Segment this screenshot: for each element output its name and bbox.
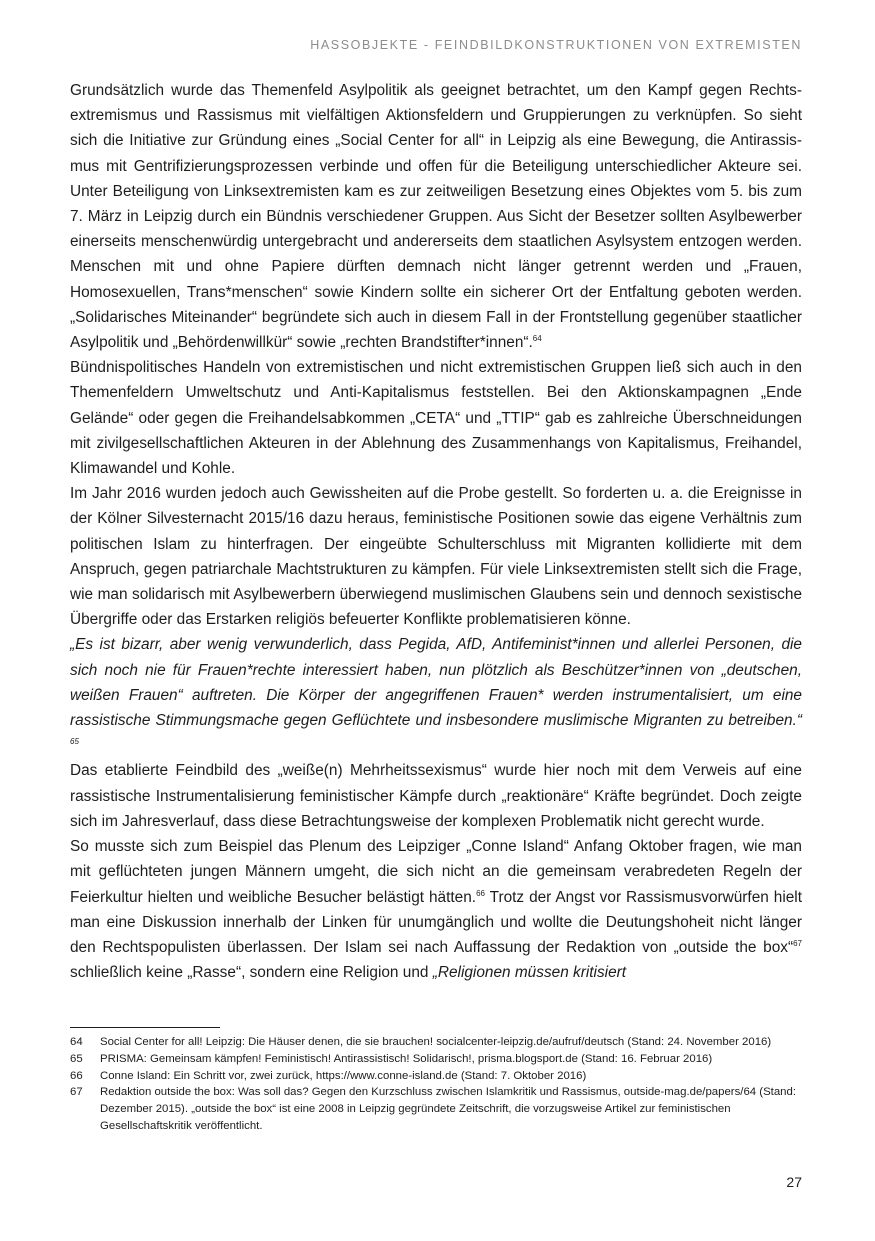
footnote-number: 66: [70, 1069, 83, 1082]
footnote-ref: 64: [532, 334, 542, 344]
page-number: 27: [786, 1174, 802, 1190]
footnote-number: 65: [70, 1052, 83, 1065]
footnote-text: Social Center for all! Leipzig: Die Häuser denen, die sie brauchen! socialcenter-leipzig.de/aufruf/deutsch (Stand: 24. November 2016): [100, 1036, 772, 1048]
footnote-number: 64: [70, 1036, 83, 1048]
paragraph: Im Jahr 2016 wurden jedoch auch Gewissheiten auf die Probe gestellt. So forderten u. a. die Ereignisse in der Kölner Silvesternacht 2015/16 dazu heraus, feministische Positionen sowie das eigene Verhältnis zum politischen Islam zu hinterfragen. Der eingeübte Schulterschluss mit Migranten kollidierte mit dem Anspruch, gegen patriarchale Machtstrukturen zu kämpfen. Für viele Linksextremisten stellt sich die Frage, wie man solidarisch mit Asylbewerbern überwiegend muslimischen Glaubens sein und dennoch sexistische Übergriffe oder das Erstarken religiös befeuerter Konflikte problematisieren könne.: [70, 485, 802, 629]
footnotes: [70, 1034, 802, 1135]
paragraph: Das etablierte Feindbild des „weiße(n) Mehrheitssexismus“ wurde hier noch mit dem Verweis auf eine rassistische Instrumentalisierung feministischer Kämpfe durch „reaktionäre“ Kräfte begründet. Doch zeigte sich im Jahresverlauf, dass diese Betrachtungsweise der komplexen Problematik nicht gerecht wurde.: [70, 762, 802, 830]
paragraph: Grundsätzlich wurde das Themenfeld Asylpolitik als geeignet betrachtet, um den Kampf gegen Rechtsextremismus und Rassismus mit vielfältigen Aktionsfeldern und Gruppierungen zu verknüpfen. So sieht sich die Initiative zur Gründung eines „Social Center for all“ in Leipzig als eine Bewegung, die Antirassismus mit Gentrifizierungsprozessen verbinde und offen für die Beteiligung unterschiedlicher Akteure sei. Unter Beteiligung von Linksextremisten kam es zur zeitweiligen Besetzung eines Objektes vom 5. bis zum 7. März in Leipzig durch ein Bündnis verschiedener Gruppen. Aus Sicht der Besetzer sollten Asylbewerber einerseits menschenwürdig untergebracht und andererseits dem staatlichen Asylsystem entzogen werden. Menschen mit und ohne Papiere dürften demnach nicht länger getrennt werden und „Frauen, Homosexuellen, Trans*menschen“ sowie Kindern sollte ein sicherer Ort der Entfaltung geboten werden. „Solidarisches Miteinander“ begründete sich auch in diesem Fall in der Frontstellung gegenüber staatlicher Asylpolitik und „Behördenwillkür“ sowie „rechten Brandstifter*innen“.$^{64}$: [70, 82, 802, 352]
footnote: [70, 1034, 802, 1051]
footnote-text: Conne Island: Ein Schritt vor, zwei zurück, https://www.conne-island.de (Stand: 7. Oktober 2016): [100, 1069, 587, 1082]
footnote-text: PRISMA: Gemeinsam kämpfen! Feministisch! Antirassistisch! Solidarisch!, prisma.blogsport.de (Stand: 16. Februar 2016): [100, 1052, 713, 1065]
footnote: [70, 1084, 802, 1134]
block-quote: „Es ist bizarr, aber wenig verwunderlich, dass Pegida, AfD, Antifeminist*innen und allerlei Personen, die sich noch nie für Frauen*rechte interessiert haben, nun plötzlich als Beschützer*innen von „deutschen, weißen Frauen“ auftreten. Die Körper der angegriffenen Frauen* werden instrumentalisiert, um eine rassistische Stimmungsmache gegen Geflüchtete und insbesondere muslimische Migranten zu betreiben.“ $^{65}$: [70, 636, 802, 747]
footnote-ref: 65: [70, 737, 79, 747]
body-text: [70, 78, 802, 985]
footnote-text: Redaktion outside the box: Was soll das? Gegen den Kurzschluss zwischen Islamkritik und Rassismus, outside-mag.de/papers/64 (Stand: Dezember 2015). „outside the box“ ist eine 2008 in Leipzig gegründete Zeitschrift, die vorzugsweise Artikel zur feministischen Gesellschaftskritik veröffentlicht.: [100, 1086, 797, 1132]
footnote: [70, 1068, 802, 1085]
paragraph: Bündnispolitisches Handeln von extremistischen und nicht extremistischen Gruppen ließ sich auch in den Themenfeldern Umweltschutz und Anti-Kapitalismus feststellen. Bei den Aktionskampagnen „Ende Gelände“ oder gegen die Freihandelsabkommen „CETA“ und „TTIP“ gab es zahlreiche Überschneidungen mit zivilgesellschaftlichen Akteuren in der Ablehnung des Zusammenhangs von Kapitalismus, Freihandel, Klimawandel und Kohle.: [70, 359, 802, 478]
running-head: HASSOBJEKTE - FEINDBILDKONSTRUKTIONEN VON EXTREMISTEN: [310, 38, 802, 52]
footnote-number: 67: [70, 1086, 83, 1099]
footnote-divider: [70, 1027, 220, 1028]
quote-fragment: „Religionen müssen kritisiert: [432, 964, 627, 982]
footnote-ref: 67: [793, 938, 802, 948]
footnote: [70, 1051, 802, 1068]
footnote-ref: 66: [476, 888, 485, 898]
paragraph: So musste sich zum Beispiel das Plenum des Leipziger „Conne Island“ Anfang Oktober fragen, wie man mit geflüchteten jungen Männern umgeht, die sich nicht an die gemeinsam verabredeten Regeln der Feierkultur hielten und weibliche Besucher belästigt hätten.$^{66}$ Trotz der Angst vor Rassismusvorwürfen hielt man eine Diskussion innerhalb der Linken für unumgänglich und wollte die Deutungshoheit nicht länger den Rechtspopulisten überlassen. Der Islam sei nach Auffassung der Redaktion von „outside the box“$^{67}$ schließlich keine „Rasse“, sondern eine Religion und „Religionen müssen kritisiert: [70, 838, 803, 982]
